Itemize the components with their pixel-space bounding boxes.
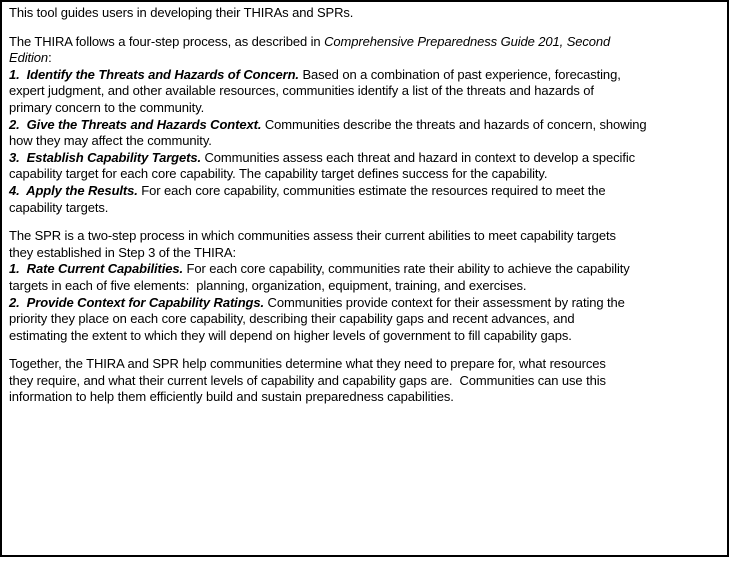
text-line bbox=[9, 150, 720, 167]
text-run: Communities provide context for their assessment by rating the bbox=[264, 294, 625, 310]
text-run: The SPR is a two-step process in which communities assess their current abilities to meet capability targets bbox=[9, 228, 616, 244]
paragraph-spacer bbox=[9, 22, 720, 34]
text-line bbox=[9, 328, 720, 345]
text-run: they established in Step 3 of the THIRA: bbox=[9, 244, 237, 260]
text-line bbox=[9, 278, 720, 295]
paragraph bbox=[9, 356, 720, 406]
text-line bbox=[9, 373, 720, 390]
text-line bbox=[9, 295, 720, 312]
text-run: Together, the THIRA and SPR help communities determine what they need to prepare for, what resources bbox=[9, 356, 606, 372]
text-run: 1. Identify the Threats and Hazards of Concern. bbox=[9, 66, 299, 82]
text-run: For each core capability, communities estimate the resources required to meet the bbox=[137, 182, 606, 198]
text-run: they require, and what their current levels of capability and capability gaps are. Communities can use this bbox=[9, 372, 606, 388]
text-run: 2. Give the Threats and Hazards Context. bbox=[9, 116, 262, 132]
text-run: The THIRA follows a four-step process, as described in bbox=[9, 33, 325, 49]
text-run: Communities describe the threats and hazards of concern, showing bbox=[261, 116, 647, 132]
text-line bbox=[9, 356, 720, 373]
text-line bbox=[9, 389, 720, 406]
text-line bbox=[9, 100, 720, 117]
text-run: primary concern to the community. bbox=[9, 99, 205, 115]
text-line bbox=[9, 34, 720, 51]
text-line bbox=[9, 228, 720, 245]
text-run: how they may affect the community. bbox=[9, 133, 212, 149]
text-line bbox=[9, 311, 720, 328]
text-run: expert judgment, and other available resources, communities identify a list of the threats and hazards of bbox=[9, 83, 594, 99]
text-run: Edition bbox=[9, 50, 49, 66]
text-line bbox=[9, 50, 720, 67]
text-run: targets in each of five elements: planning, organization, equipment, training, and exercises. bbox=[9, 277, 527, 293]
text-run: priority they place on each core capability, describing their capability gaps and recent advances, and bbox=[9, 311, 575, 327]
text-run: capability targets. bbox=[9, 199, 109, 215]
text-line bbox=[9, 261, 720, 278]
paragraph bbox=[9, 5, 720, 22]
text-run: Comprehensive Preparedness Guide 201, Second bbox=[324, 33, 611, 49]
text-run: capability target for each core capability. The capability target defines success for the capability. bbox=[9, 166, 548, 182]
paragraph-spacer bbox=[9, 216, 720, 228]
document-content bbox=[9, 5, 720, 406]
text-run: 4. Apply the Results. bbox=[9, 182, 138, 198]
text-run: information to help them efficiently build and sustain preparedness capabilities. bbox=[9, 389, 454, 405]
text-line bbox=[9, 83, 720, 100]
text-run: This tool guides users in developing their THIRAs and SPRs. bbox=[9, 5, 354, 20]
text-run: Based on a combination of past experience, forecasting, bbox=[298, 66, 621, 82]
text-line bbox=[9, 133, 720, 150]
text-run: For each core capability, communities rate their ability to achieve the capability bbox=[183, 261, 630, 277]
text-line bbox=[9, 166, 720, 183]
paragraph bbox=[9, 34, 720, 217]
text-line bbox=[9, 117, 720, 134]
text-line bbox=[9, 200, 720, 217]
text-run: 2. Provide Context for Capability Ratings. bbox=[9, 294, 265, 310]
text-run: 3. Establish Capability Targets. bbox=[9, 149, 201, 165]
text-line bbox=[9, 183, 720, 200]
text-run: : bbox=[48, 50, 52, 66]
text-line bbox=[9, 5, 720, 22]
paragraph bbox=[9, 228, 720, 344]
text-line bbox=[9, 245, 720, 262]
text-run: Communities assess each threat and hazard in context to develop a specific bbox=[201, 149, 636, 165]
text-run: estimating the extent to which they will depend on higher levels of government to fill capability gaps. bbox=[9, 327, 572, 343]
text-run: 1. Rate Current Capabilities. bbox=[9, 261, 183, 277]
paragraph-spacer bbox=[9, 344, 720, 356]
text-line bbox=[9, 67, 720, 84]
